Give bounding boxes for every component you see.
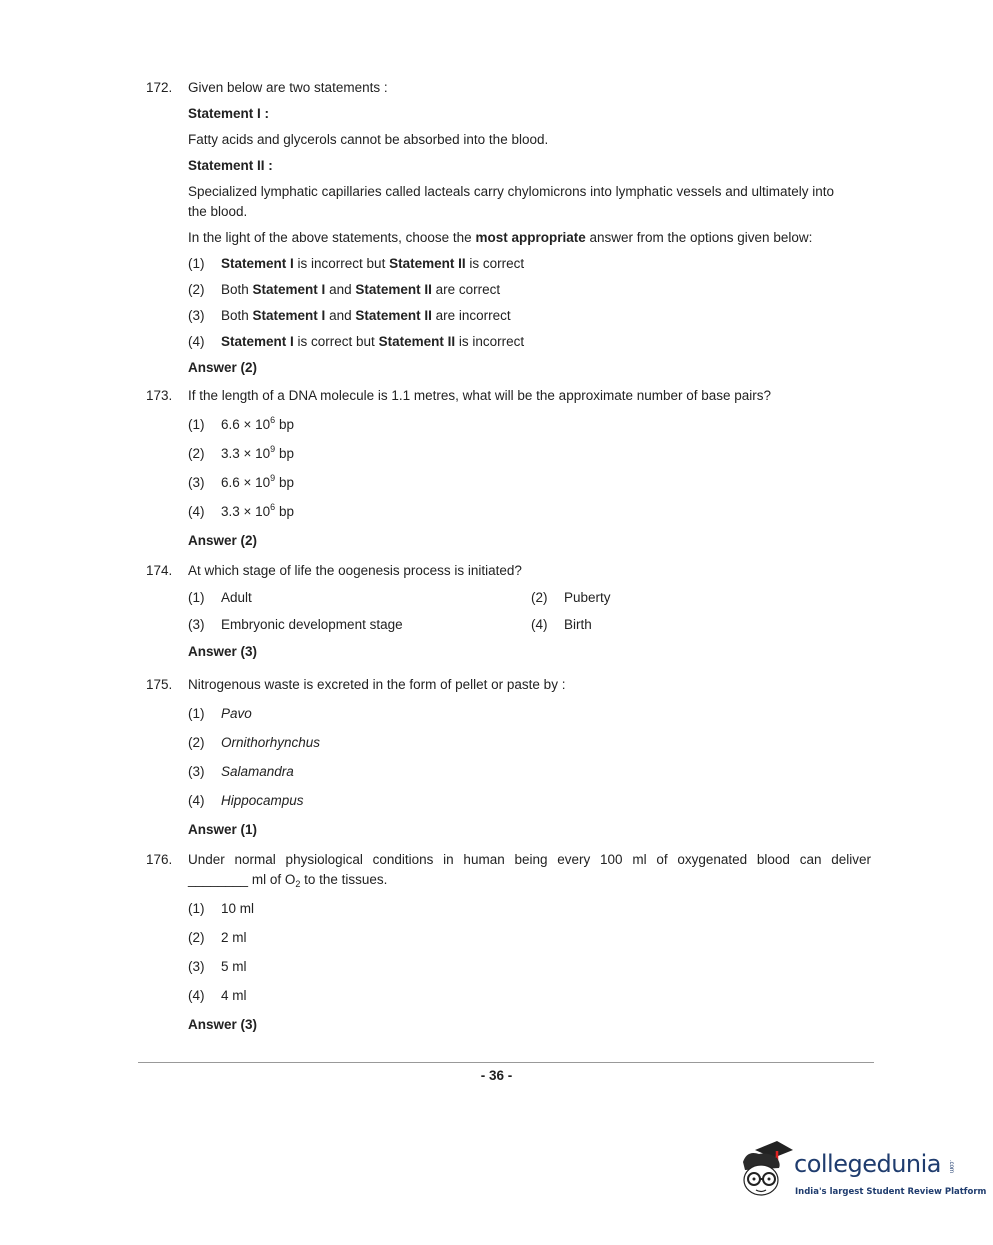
- option-2: (2) Ornithorhynchus: [188, 735, 321, 750]
- question-prompt: If the length of a DNA molecule is 1.1 metres, what will be the approximate number of base pairs?: [188, 388, 772, 403]
- option-2: (2) $3.3 \times 10^9$ bp: [188, 444, 294, 461]
- footer-divider: [138, 1062, 874, 1063]
- option-2: (2) Puberty: [531, 590, 611, 605]
- question-175: [146, 675, 871, 840]
- option-3: (3) 5 ml: [188, 959, 247, 974]
- question-prompt-continued: ________ ml of $O_2$ to the tissues.: [188, 872, 388, 889]
- option-2: (2) Both Statement I and Statement II are correct: [188, 282, 501, 297]
- statement-1-heading: Statement I :: [188, 106, 270, 121]
- option-4: (4) Statement I is correct but Statement II is incorrect: [188, 334, 525, 349]
- question-173: [146, 386, 871, 551]
- instruction: In the light of the above statements, choose the most appropriate answer from the options given below:: [188, 230, 813, 245]
- option-1: (1) Pavo: [188, 706, 252, 721]
- option-1: (1) Adult: [188, 590, 252, 605]
- answer: Answer (3): [188, 644, 258, 659]
- question-number: 175.: [146, 677, 173, 692]
- question-176: [146, 850, 871, 1035]
- option-1: (1) Statement I is incorrect but Statement II is correct: [188, 256, 525, 271]
- page-number: - 36 -: [480, 1068, 513, 1083]
- statement-2-heading: Statement II :: [188, 158, 273, 173]
- question-prompt: Nitrogenous waste is excreted in the form of pellet or paste by :: [188, 677, 566, 692]
- option-3: (3) Embryonic development stage: [188, 617, 403, 632]
- option-3: (3) $6.6 \times 10^9$ bp: [188, 473, 294, 490]
- question-prompt: At which stage of life the oogenesis process is initiated?: [188, 563, 522, 578]
- answer: Answer (2): [188, 360, 258, 375]
- option-4: (4) 4 ml: [188, 988, 247, 1003]
- option-4: (4) Birth: [531, 617, 592, 632]
- question-number: 176.: [146, 852, 173, 867]
- answer: Answer (3): [188, 1017, 258, 1032]
- option-1: (1) 10 ml: [188, 901, 255, 916]
- logo-dotcom: .com: [948, 1160, 954, 1174]
- statement-2-text: Specialized lymphatic capillaries called lacteals carry chylomicrons into lymphatic vessels and ultimately into the blood.: [188, 184, 835, 219]
- option-4: (4) Hippocampus: [188, 793, 304, 808]
- question-number: 174.: [146, 563, 173, 578]
- question-number: 172.: [146, 80, 173, 95]
- logo-tagline: India's largest Student Review Platform: [795, 1187, 987, 1197]
- answer: Answer (2): [188, 533, 258, 548]
- answer: Answer (1): [188, 822, 258, 837]
- option-2: (2) 2 ml: [188, 930, 247, 945]
- question-prompt: Given below are two statements :: [188, 80, 388, 95]
- option-4: (4) $3.3 \times 10^6$ bp: [188, 502, 294, 519]
- question-number: 173.: [146, 388, 173, 403]
- statement-1-text: Fatty acids and glycerols cannot be absorbed into the blood.: [188, 132, 549, 147]
- logo-wordmark: collegedunia: [794, 1150, 942, 1178]
- option-3: (3) Both Statement I and Statement II are incorrect: [188, 308, 511, 323]
- question-172: [146, 78, 871, 378]
- question-174: [146, 561, 871, 662]
- option-3: (3) Salamandra: [188, 764, 294, 779]
- option-1: (1) $6.6 \times 10^6$ bp: [188, 415, 294, 432]
- question-prompt: Under normal physiological conditions in human being every 100 ml of oxygenated blood can deliver: [188, 852, 871, 867]
